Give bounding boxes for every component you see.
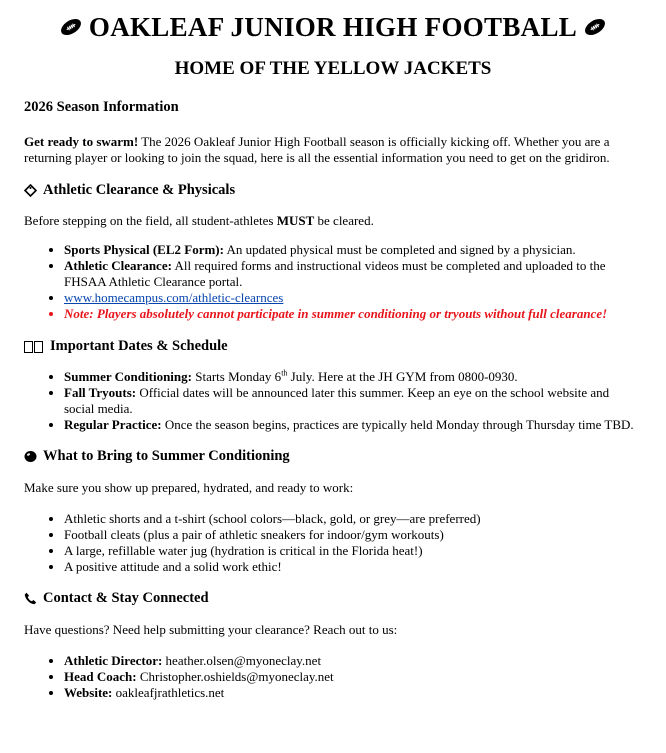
list-item [64,685,642,701]
item-label: Website: [64,685,113,700]
item-text: July. Here at the JH GYM from 0800-0930. [287,369,518,384]
bring-heading [24,448,642,465]
list-item: • Athletic shorts and a t-shirt (school colors—black, gold, or grey—are preferred) [64,511,642,527]
list-item [64,653,642,669]
list-item [64,417,642,433]
contact-lead: Have questions? Need help submitting your clearance? Reach out to us: [24,622,398,637]
contact-email[interactable]: heather.olsen@myoneclay.net [162,653,322,668]
page-title [24,0,642,46]
intro-bold: Get ready to swarm! [24,134,139,149]
item-label: Athletic Director: [64,653,163,668]
item-text: Official dates will be announced later this summer. Keep an eye on the school website and social media. [64,385,610,416]
list-item [64,242,642,258]
item-label: Summer Conditioning: [64,369,192,384]
dates-heading-text: Important Dates & Schedule [50,338,228,354]
bring-heading-text: What to Bring to Summer Conditioning [43,448,290,464]
list-item [64,290,642,306]
football-icon [59,17,83,37]
page-subtitle: HOME OF THE YELLOW JACKETS [174,58,492,79]
clearance-heading-text: Athletic Clearance & Physicals [43,182,236,198]
lead-text: Before stepping on the field, all student-athletes [24,213,277,228]
title-text: OAKLEAF JUNIOR HIGH FOOTBALL [88,12,578,42]
item-text: Starts Monday 6 [191,369,282,384]
list-item [64,385,642,417]
season-intro [24,134,642,166]
intro-text: The 2026 Oakleaf Junior High Football season is officially kicking off. Whether you are a returning player or looking to join the squad, here is all the essential information you need to get on the gridiron. [24,134,610,165]
item-label: Sports Physical (EL2 Form): [64,242,224,257]
calendar-icon [24,341,44,353]
item-text: Once the season begins, practices are typically held Monday through Thursday time TBD. [161,417,634,432]
water-drop-icon [24,450,37,463]
football-icon [583,17,607,37]
item-text: An updated physical must be completed and signed by a physician. [223,242,576,257]
contact-website[interactable]: oakleafjrathletics.net [112,685,225,700]
item-label: Head Coach: [64,669,137,684]
bring-lead: Make sure you show up prepared, hydrated, and ready to work: [24,480,354,495]
item-label: Fall Tryouts: [64,385,137,400]
clearance-list [24,242,642,322]
list-item: • A positive attitude and a solid work ethic! [64,559,642,575]
clearance-warning: Note: Players absolutely cannot participate in summer conditioning or tryouts without full clearance! [64,306,608,321]
lead-text: be cleared. [314,213,374,228]
list-item: • A large, refillable water jug (hydration is critical in the Florida heat!) [64,543,642,559]
list-item [64,306,642,322]
season-heading-text: 2026 Season Information [24,99,179,115]
clearance-link[interactable]: www.homecampus.com/athletic-clearnces [64,290,284,305]
contact-list [24,653,642,701]
item-label: Regular Practice: [64,417,162,432]
dates-list [24,369,642,433]
item-text: All required forms and instructional videos must be completed and uploaded to the FHSAA Athletic Clearance portal. [64,258,606,289]
ordinal-suffix: th [281,368,288,378]
list-item: • Football cleats (plus a pair of athletic sneakers for indoor/gym workouts) [64,527,642,543]
dates-heading [24,338,642,355]
bring-list [24,511,642,575]
phone-icon [24,592,37,605]
tag-icon [24,184,37,197]
season-heading [24,99,642,116]
list-item [64,669,642,685]
lead-bold: MUST [276,213,315,228]
contact-email[interactable]: Christopher.oshields@myoneclay.net [136,669,334,684]
list-item [64,369,642,385]
clearance-heading [24,182,642,199]
contact-heading-text: Contact & Stay Connected [43,590,209,606]
clearance-lead [24,213,642,229]
item-label: Athletic Clearance: [64,258,172,273]
contact-heading [24,590,642,607]
list-item [64,258,642,290]
